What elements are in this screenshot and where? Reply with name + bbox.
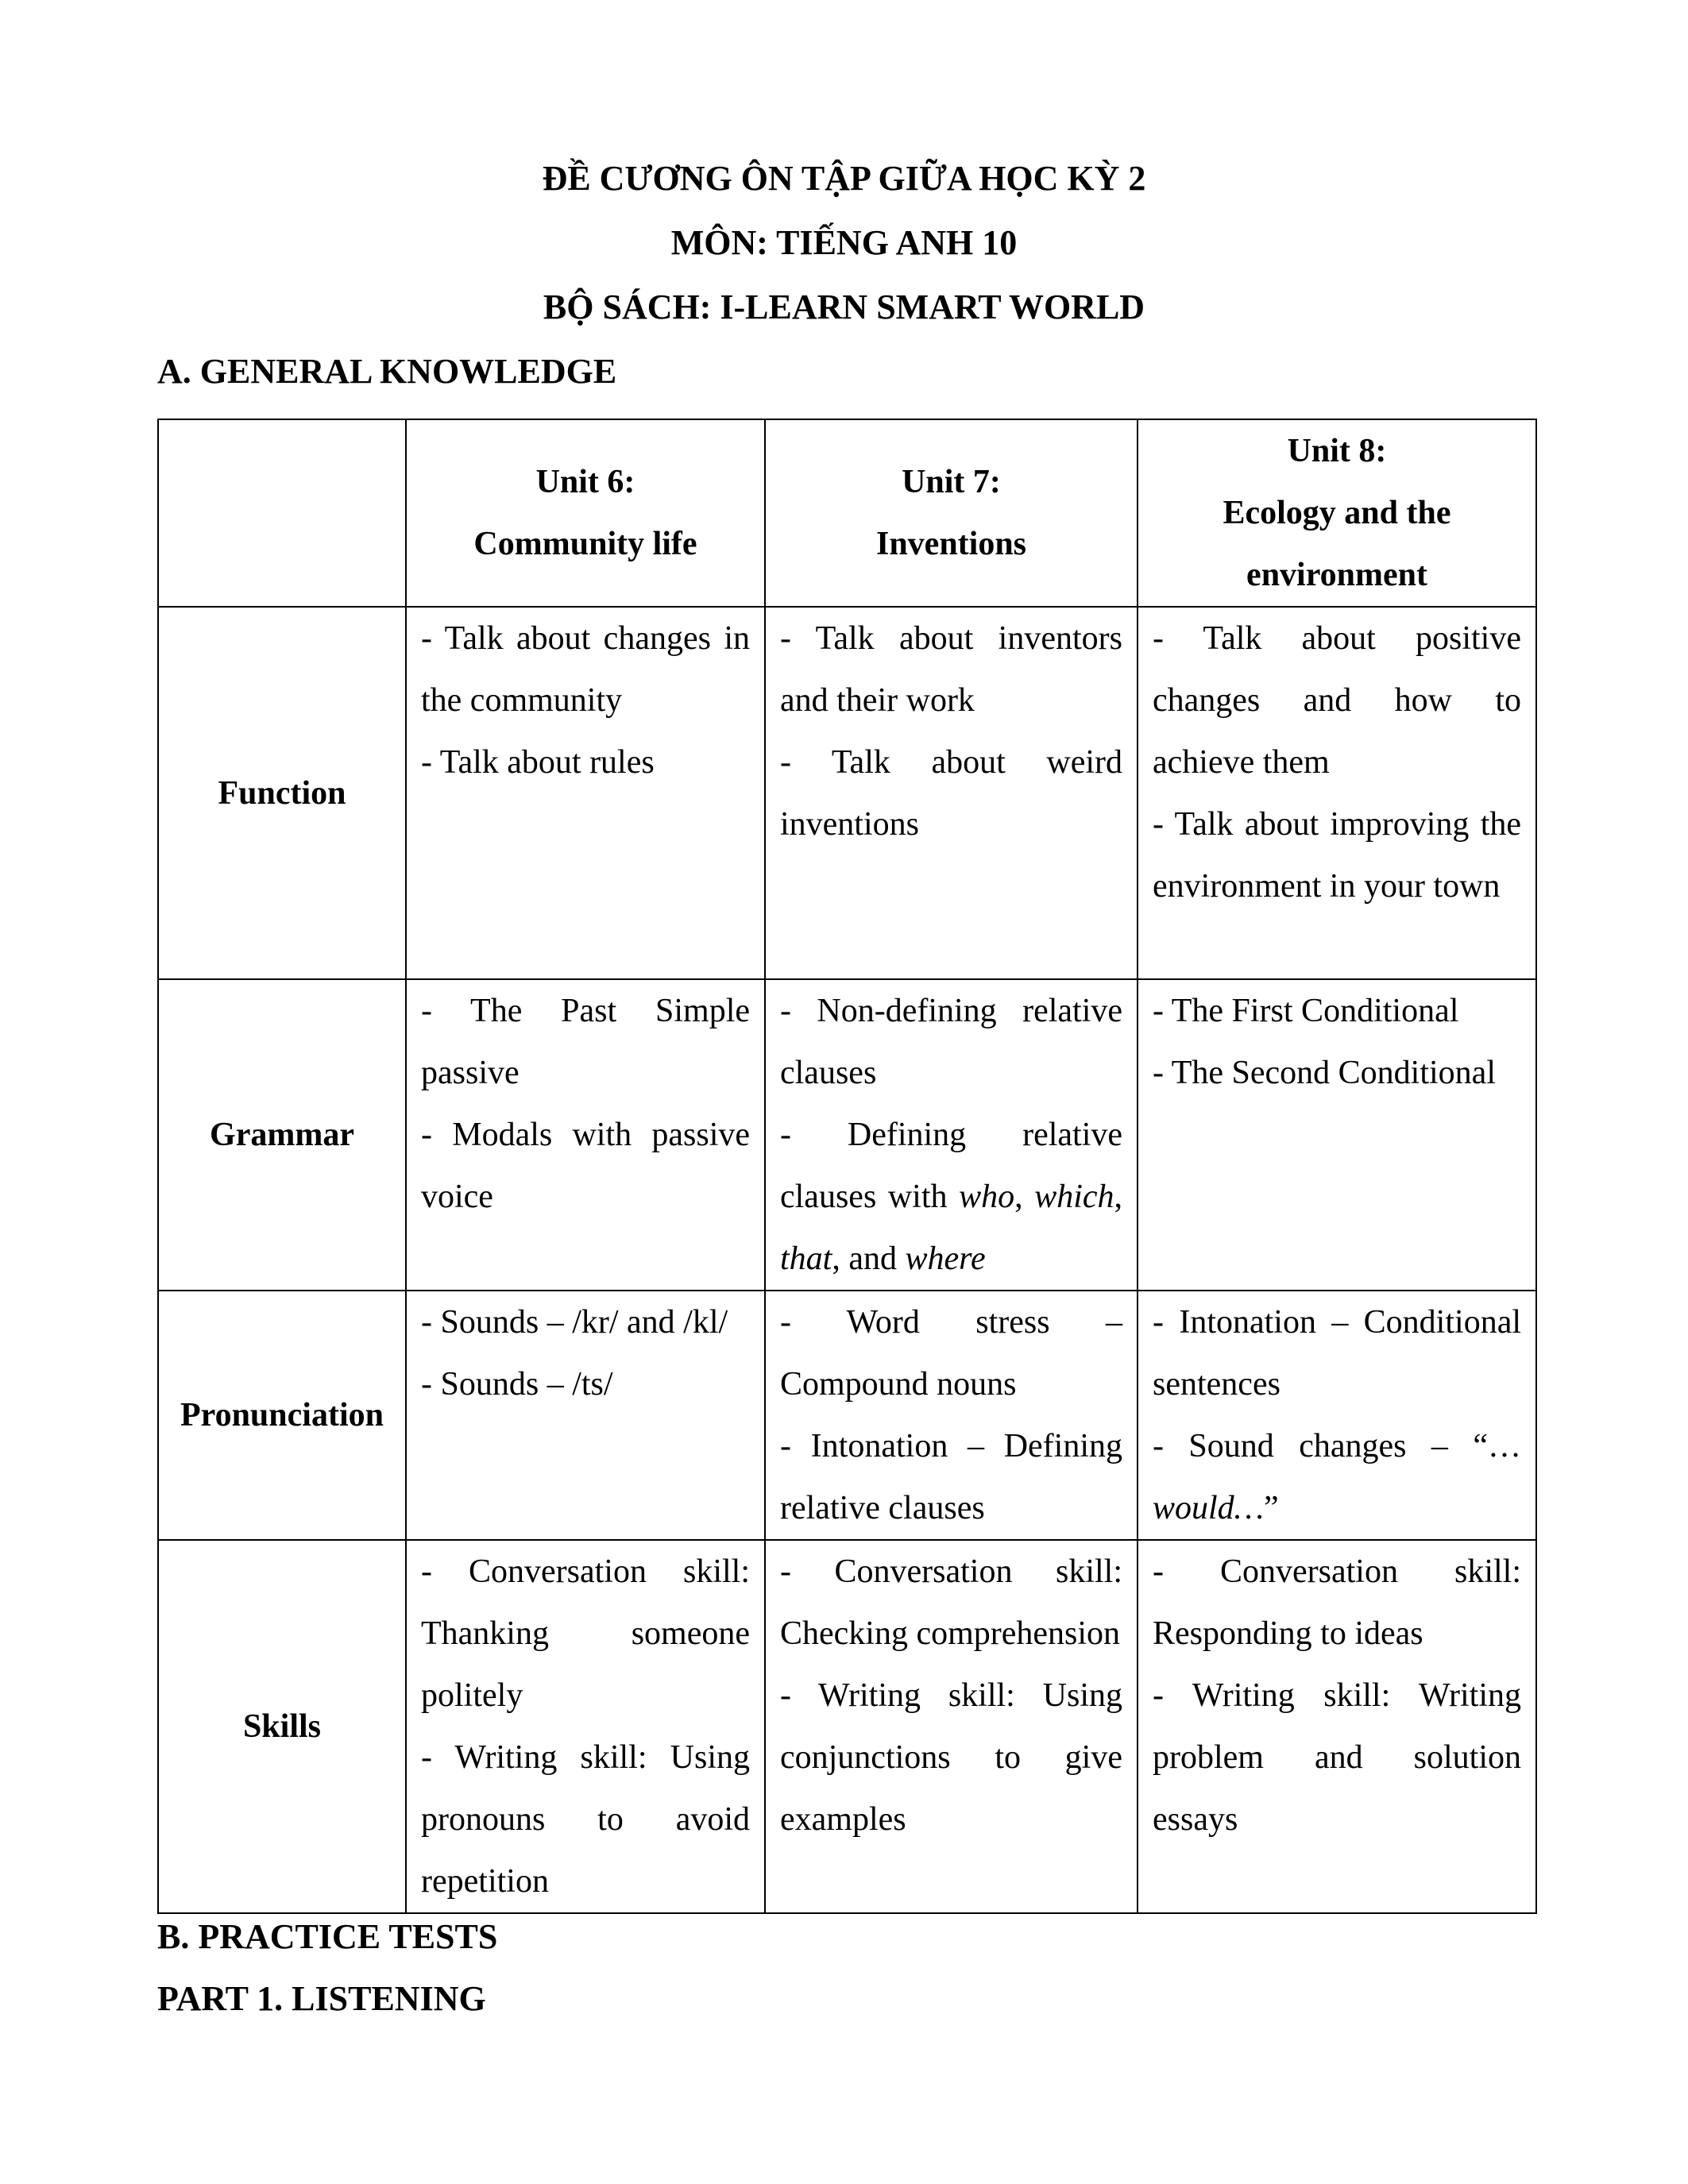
keyword-that: that: [780, 1241, 832, 1277]
pronunciation-unit-8: [1138, 1291, 1536, 1540]
list-item: [780, 1104, 1122, 1290]
table-row-grammar: [158, 979, 1536, 1291]
doc-title-line-3: BỘ SÁCH: I-LEARN SMART WORLD: [543, 287, 1145, 326]
list-item: [1153, 1415, 1521, 1539]
text-run: , and: [832, 1241, 906, 1277]
unit-7-title: Inventions: [875, 526, 1027, 562]
list-item: - Sounds – /ts/: [421, 1366, 613, 1403]
unit-7-number: Unit 7:: [902, 464, 1001, 500]
unit-6-title: Community life: [473, 526, 697, 562]
text-run: ,: [1114, 1179, 1123, 1215]
keyword-would: would…: [1153, 1490, 1265, 1526]
general-knowledge-table: [157, 419, 1537, 1914]
function-unit-6: [406, 607, 765, 979]
pronunciation-unit-6: [406, 1291, 765, 1540]
corner-cell: [158, 419, 406, 607]
grammar-unit-6: [406, 979, 765, 1291]
table-row-pronunciation: [158, 1291, 1536, 1540]
list-item: - Talk about changes in the community: [421, 620, 750, 719]
list-item: - Intonation – Defining relative clauses: [780, 1428, 1122, 1526]
doc-title-line-2: MÔN: TIẾNG ANH 10: [670, 223, 1018, 262]
list-item: - The Past Simple passive: [421, 993, 750, 1091]
skills-unit-6: [406, 1540, 765, 1913]
list-item: - Non-defining relative clauses: [780, 993, 1122, 1091]
unit-8-title-line-2: environment: [1246, 557, 1427, 593]
row-label-pronunciation: Pronunciation: [158, 1291, 406, 1540]
list-item: - Sounds – /kr/ and /kl/: [421, 1304, 728, 1341]
function-unit-7: [765, 607, 1138, 979]
section-a-heading: A. GENERAL KNOWLEDGE: [157, 352, 617, 391]
close-quote: ”: [1264, 1490, 1279, 1526]
row-label-grammar: Grammar: [158, 979, 406, 1291]
skills-unit-7: [765, 1540, 1138, 1913]
grammar-unit-7: [765, 979, 1138, 1291]
row-label-skills: Skills: [158, 1540, 406, 1913]
keyword-who: who: [959, 1179, 1015, 1215]
list-item: - Writing skill: Using conjunctions to give examples: [780, 1677, 1122, 1838]
grammar-unit-8: [1138, 979, 1536, 1291]
list-item: - Talk about improving the environment in your town: [1153, 806, 1521, 905]
skills-unit-8: [1138, 1540, 1536, 1913]
list-item: - Word stress – Compound nouns: [780, 1304, 1122, 1403]
unit-8-number: Unit 8:: [1287, 433, 1387, 469]
list-item: - Conversation skill: Thanking someone politely: [421, 1553, 750, 1714]
pronunciation-unit-7: [765, 1291, 1138, 1540]
open-quote: “…: [1473, 1428, 1521, 1464]
row-label-function: Function: [158, 607, 406, 979]
unit-8-title-line-1: Ecology and the: [1223, 495, 1451, 531]
list-item: - Conversation skill: Responding to ideas: [1153, 1553, 1521, 1652]
unit-8-header: [1138, 419, 1536, 607]
table-row-skills: [158, 1540, 1536, 1913]
list-item: - The Second Conditional: [1153, 1055, 1496, 1091]
keyword-where: where: [905, 1241, 986, 1277]
text-run: ,: [1014, 1179, 1035, 1215]
doc-title-line-1: ĐỀ CƯƠNG ÔN TẬP GIỮA HỌC KỲ 2: [542, 159, 1146, 198]
list-item: - Talk about rules: [421, 744, 655, 781]
list-item: - Intonation – Conditional sentences: [1153, 1304, 1521, 1403]
list-item: - Talk about inventors and their work: [780, 620, 1122, 719]
list-item: - Talk about positive changes and how to achieve them: [1153, 620, 1521, 781]
list-item: - Talk about weird inventions: [780, 744, 1122, 843]
part-1-heading: PART 1. LISTENING: [157, 1979, 486, 2018]
keyword-which: which: [1034, 1179, 1114, 1215]
list-item: - Conversation skill: Checking comprehension: [780, 1553, 1122, 1652]
unit-7-header: [765, 419, 1138, 607]
list-item: - Modals with passive voice: [421, 1117, 750, 1215]
unit-6-number: Unit 6:: [535, 464, 635, 500]
text-run: - Sound changes –: [1153, 1428, 1474, 1464]
list-item: - Writing skill: Using pronouns to avoid repetition: [421, 1739, 750, 1900]
text-run: - Defining relative clauses with: [780, 1117, 1122, 1215]
list-item: - The First Conditional: [1153, 993, 1459, 1029]
unit-6-header: [406, 419, 765, 607]
table-row-function: [158, 607, 1536, 979]
section-b-heading: B. PRACTICE TESTS: [157, 1917, 498, 1956]
function-unit-8: [1138, 607, 1536, 979]
table-header-row: [158, 419, 1536, 607]
list-item: - Writing skill: Writing problem and solution essays: [1153, 1677, 1521, 1838]
